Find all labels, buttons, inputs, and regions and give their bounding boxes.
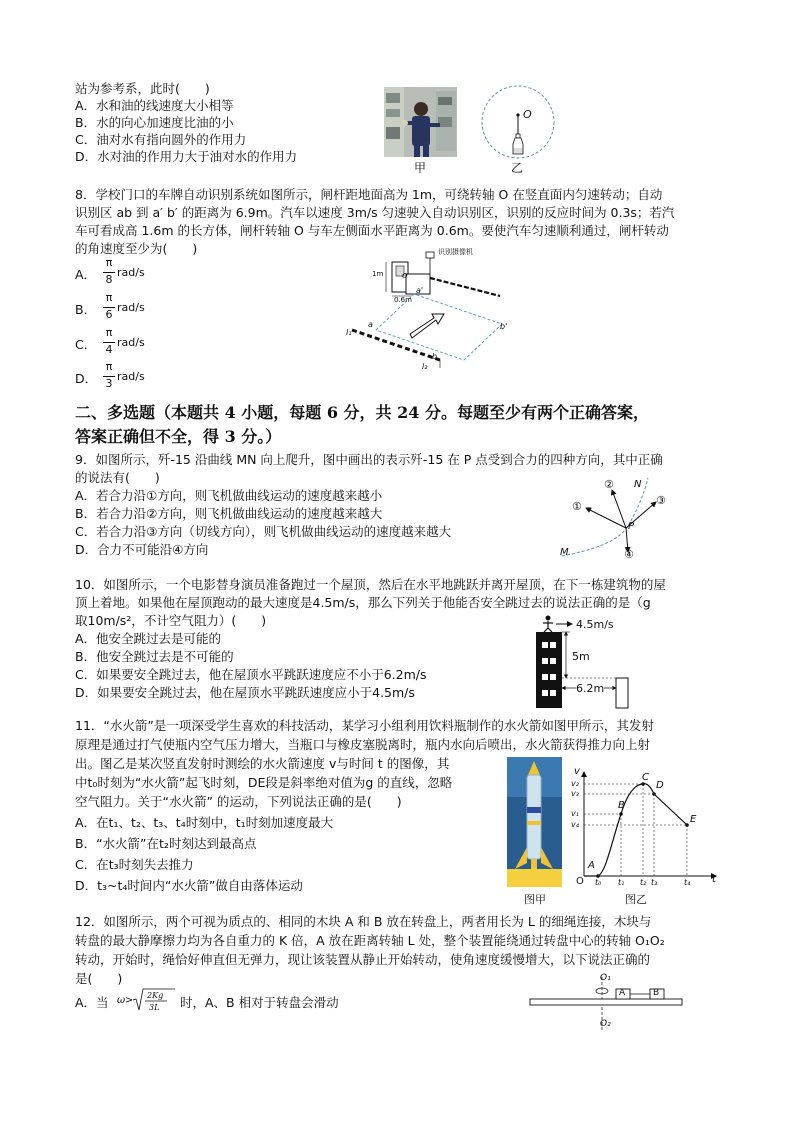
q8-denominator: 3 [105, 377, 113, 390]
label-1m: 1m [372, 270, 384, 278]
q10-stem-line-2: 顶上着地。如果他在屋顶跑动的最大速度是4.5m/s，那么下列关于他能否安全跳过去的说法正确的是（g [75, 595, 651, 610]
q8-denominator: 6 [105, 308, 113, 321]
q8-stem-line-3: 车可看成高 1.6m 的长方体，闸杆转轴 O 与车左侧面水平距离为 0.6m。要使汽车匀速顺利通过，闸杆转动 [75, 223, 669, 238]
q11-option-d: D．t₃~t₄时间内“水火箭”做自由落体运动 [75, 878, 303, 893]
q11-fig-jia-label: 图甲 [524, 893, 546, 906]
label-speed: 4.5m/s [576, 618, 614, 631]
q8-numerator: π [105, 256, 113, 269]
axis-label-t: t [712, 874, 716, 885]
q10-stem-line-1: 10．如图所示，一个电影替身演员准备跑过一个屋顶，然后在水平地跳跃并离开屋顶，在下一栋建筑物的屋 [75, 577, 666, 592]
q7-stem: 站为参考系，此时( ) [75, 81, 210, 96]
q12-turntable-diagram [528, 975, 684, 1033]
q10-option-d: D．如果要安全跳过去，他在屋顶水平跳跃速度应小于4.5m/s [75, 685, 415, 700]
svg-text:ω: ω [117, 995, 126, 1006]
striped-line [352, 330, 440, 360]
q8-option-letter: A． [75, 267, 97, 282]
label-06m: 0.6m [394, 296, 412, 304]
q8-numerator: π [105, 360, 113, 373]
q11-stem-line-2: 原理是通过打气使瓶内空气压力增大，当瓶口与橡皮塞脱离时，瓶内水向后喷出，水火箭获得推力向上射 [75, 737, 651, 752]
q10-option-b: B．他安全跳过去是不可能的 [75, 649, 234, 664]
q8-gate-diagram [342, 248, 520, 372]
velocity-curve [584, 784, 687, 876]
section-heading-line-2: 答案正确但不全，得 3 分。） [75, 427, 282, 446]
section-heading-line-1: 二、多选题（本题共 4 小题，每题 6 分，共 24 分。每题至少有两个正确答案， [75, 403, 649, 422]
q7-photo-jia [384, 87, 457, 157]
camera-label: 识别摄像机 [438, 248, 473, 256]
tick-origin: O [576, 876, 584, 887]
direction-arrow [410, 314, 444, 338]
q9-option-b: B．若合力沿②方向，则飞机做曲线运动的速度越来越大 [75, 506, 383, 521]
q7-option-a: A．水和油的线速度大小相等 [75, 98, 234, 113]
tick-t2: t₂ [640, 878, 647, 887]
q8-unit: rad/s [117, 266, 145, 279]
q7-fig-o-label: O [523, 108, 532, 121]
bottle-icon [513, 134, 523, 154]
q8-denominator: 8 [105, 273, 113, 286]
q8-unit: rad/s [117, 301, 145, 314]
q8-unit: rad/s [117, 370, 145, 383]
q8-numerator: π [105, 291, 113, 304]
label-circled-3: ③ [656, 494, 666, 507]
q11-stem-line-4: 中t₀时刻为“水火箭”起飞时刻，DE段是斜率绝对值为g 的直线，忽略 [75, 775, 453, 790]
left-building [536, 632, 562, 708]
q9-option-d: D．合力不可能沿④方向 [75, 542, 209, 557]
axis-label-v: v [574, 766, 580, 777]
label-block-b: B [653, 988, 660, 998]
q8-denominator: 4 [105, 343, 113, 356]
omega-sqrt-formula [117, 986, 177, 1016]
svg-text:>: > [125, 995, 134, 1006]
label-block-a: A [619, 988, 626, 998]
q10-option-c: C．如果要安全跳过去，他在屋顶水平跳跃速度应不小于6.2m/s [75, 667, 427, 682]
q12-stem-line-3: 转动，开始时，绳恰好伸直但无弹力，现让该装置从静止开始转动，使角速度缓慢增大，以下说法正确的 [75, 952, 651, 967]
q12-stem-line-1: 12．如图所示，两个可视为质点的、相同的木块 A 和 B 放在转盘上，两者用长为 L 的细绳连接，木块与 [75, 914, 652, 929]
astronaut-photo [384, 87, 457, 157]
q8-option-letter: D． [75, 371, 98, 386]
data-point-b [619, 812, 623, 816]
label-m: M [560, 547, 569, 558]
q8-numerator: π [105, 326, 113, 339]
point-label-b: B [618, 800, 625, 811]
label-n: N [634, 479, 642, 490]
label-a: a [368, 320, 373, 329]
q11-option-b: B．“水火箭”在t₂时刻达到最高点 [75, 836, 257, 851]
q8-option-letter: B． [75, 302, 97, 317]
point-label-d: D [656, 780, 664, 791]
label-p: P [628, 521, 635, 532]
tick-t1: t₁ [618, 878, 625, 887]
label-l2: l₂ [422, 362, 428, 371]
q7-fig-jia-label: 甲 [414, 161, 427, 175]
label-5m: 5m [572, 650, 590, 663]
q12-option-a-suffix: 时，A、B 相对于转盘会滑动 [180, 995, 339, 1010]
label-b: b [432, 352, 438, 361]
q11-option-a: A．在t₁、t₂、t₃、t₄时刻中，t₁时刻加速度最大 [75, 815, 334, 830]
q9-stem-line-1: 9．如图所示，歼-15 沿曲线 MN 向上爬升，图中画出的表示歼-15 在 P 点受到合力的四种方向，其中正确 [75, 452, 663, 467]
q7-diagram-yi [480, 82, 556, 162]
tick-v4: v₄ [571, 820, 579, 829]
q10-buildings-diagram [532, 614, 662, 710]
q11-rocket-photo [507, 757, 562, 887]
q8-stem-line-2: 识别区 ab 到 a′ b′ 的距离为 6.9m。汽车以速度 3m/s 匀速驶入自动识别区，识别的反应时间为 0.3s；若汽 [75, 205, 675, 220]
label-o1: O₁ [600, 973, 611, 983]
q12-stem-line-4: 是( ) [75, 971, 123, 986]
rocket-body [527, 775, 541, 859]
q11-stem-line-1: 11．“水火箭”是一项深受学生喜欢的科技活动，某学习小组利用饮料瓶制作的水火箭如图甲所示，其发射 [75, 718, 654, 733]
tick-t4: t₄ [684, 878, 691, 887]
q7-option-c: C．油对水有指向圆外的作用力 [75, 132, 247, 147]
label-o2: O₂ [600, 1019, 611, 1029]
turntable-disc [530, 999, 682, 1005]
label-circled-2: ② [604, 478, 614, 491]
label-62m: 6.2m [576, 682, 605, 695]
q12-option-a-prefix: A．当 [75, 995, 109, 1010]
data-point-e [685, 823, 689, 827]
tick-v1: v₁ [571, 809, 579, 818]
tick-v2: v₂ [571, 779, 579, 788]
q9-option-c: C．若合力沿③方向（切线方向），则飞机做曲线运动的速度越来越大 [75, 524, 452, 539]
q7-option-d: D．水对油的作用力大于油对水的作用力 [75, 149, 298, 164]
label-a-prime: a' [416, 286, 424, 295]
svg-text:2Kg: 2Kg [147, 991, 164, 1000]
q7-option-b: B．水的向心加速度比油的小 [75, 115, 234, 130]
boom-arm [430, 278, 500, 296]
label-circled-4: ④ [624, 548, 634, 561]
stuntman-icon [543, 616, 553, 633]
label-l1: l₁ [346, 328, 352, 337]
label-o: O [402, 272, 408, 280]
camera-icon [426, 252, 434, 274]
right-building [616, 678, 628, 708]
q11-vt-graph [566, 762, 722, 892]
q11-option-c: C．在t₃时刻失去推力 [75, 857, 194, 872]
label-circled-1: ① [572, 500, 582, 513]
q8-stem-line-1: 8．学校门口的车牌自动识别系统如图所示，闸杆距地面高为 1m，可绕转轴 O 在竖直面内匀速转动；自动 [75, 187, 663, 202]
gate-post [392, 262, 430, 294]
pivot-point [516, 113, 519, 116]
svg-text:3L: 3L [149, 1003, 160, 1012]
point-label-e: E [690, 814, 697, 825]
q10-stem-line-3: 取10m/s²，不计空气阻力）( ) [75, 613, 267, 628]
q8-option-letter: C． [75, 337, 97, 352]
point-label-c: C [642, 772, 649, 783]
q8-unit: rad/s [117, 336, 145, 349]
label-b-prime: b' [500, 322, 508, 331]
q7-fig-yi-label: 乙 [511, 161, 524, 175]
tick-v3: v₃ [571, 789, 579, 798]
data-point-d [652, 792, 656, 796]
q11-stem-line-5: 空气阻力。关于“水火箭” 的运动，下列说法正确的是( ) [75, 794, 402, 809]
tick-t0: t₀ [595, 878, 602, 887]
q10-option-a: A．他安全跳过去是可能的 [75, 631, 222, 646]
point-label-a: A [588, 860, 595, 871]
q11-fig-yi-label: 图乙 [625, 893, 647, 906]
q9-force-diagram [556, 474, 686, 564]
tick-t3: t₃ [651, 878, 658, 887]
q9-stem-line-2: 的说法有( ) [75, 470, 160, 485]
q11-stem-line-3: 出。图乙是某次竖直发射时测绘的水火箭速度 v与时间 t 的图像，其 [75, 756, 450, 771]
q9-option-a: A．若合力沿①方向，则飞机做曲线运动的速度越来越小 [75, 488, 383, 503]
q8-stem-line-4: 的角速度至少为( ) [75, 241, 198, 256]
q12-stem-line-2: 转盘的最大静摩擦力均为各自重力的 K 倍，A 放在距离转轴 L 处，整个装置能绕通过转盘中心的转轴 O₁O₂ [75, 933, 665, 948]
